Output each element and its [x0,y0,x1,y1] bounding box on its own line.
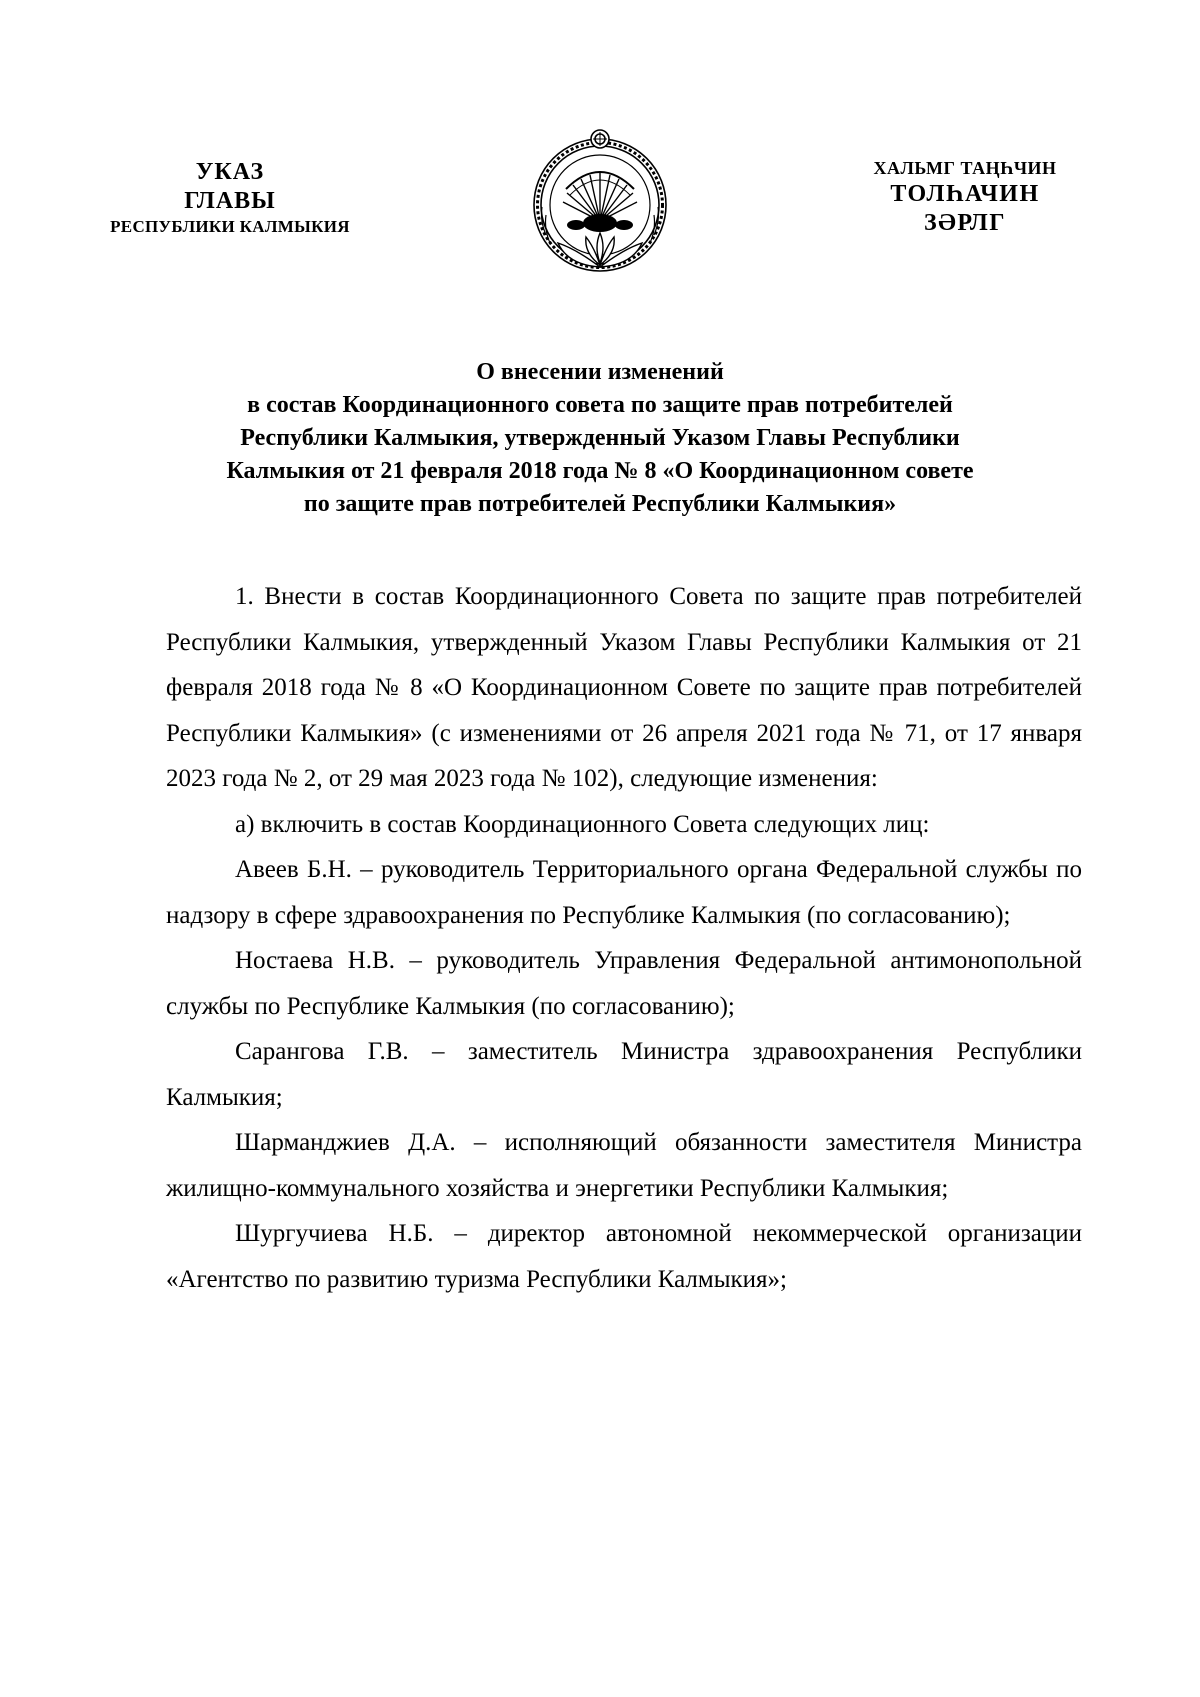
document-title [150,356,1050,521]
header-kalmyk-line1: ХАЛЬМГ ТАҢҺЧИН [873,158,1057,178]
header-decree-word: УКАЗ [195,159,265,185]
member-shurguchieva: Шургучиева Н.Б. – директор автономной некоммерческой организации «Агентство по развитию туризма Республики Калмыкия»; [166,1220,1082,1293]
member-sarangova: Сарангова Г.В. – заместитель Министра здравоохранения Республики Калмыкия; [166,1038,1082,1111]
coat-of-arms-icon [524,125,676,277]
title-line-5: по защите прав потребителей Республики Калмыкия» [303,491,897,517]
header-right-kalmyk [815,158,1115,238]
header-kalmyk-line3: ЗӘРЛГ [923,210,1007,237]
document-body [166,574,1082,1302]
title-line-3: Республики Калмыкия, утвержденный Указом Главы Республики [240,425,960,451]
header-head-word: ГЛАВЫ [184,188,276,215]
title-line-2: в состав Координационного совета по защите прав потребителей [247,392,953,418]
member-sharmandzhiev: Шарманджиев Д.А. – исполняющий обязанности заместителя Министра жилищно-коммунального хозяйства и энергетики Республики Калмыкия; [166,1129,1082,1202]
member-nostaeva: Ностаева Н.В. – руководитель Управления Федеральной антимонопольной службы по Республике Калмыкия (по согласованию); [166,947,1082,1020]
header-kalmyk-line2: ТОЛҺАЧИН [890,180,1040,207]
title-line-4: Калмыкия от 21 февраля 2018 года № 8 «О Координационном совете [226,458,974,484]
member-aveev: Авеев Б.Н. – руководитель Территориального органа Федеральной службы по надзору в сфере здравоохранения по Республике Калмыкия (по согласованию); [166,856,1082,929]
header-left-ru [80,158,380,237]
header-republic: РЕСПУБЛИКИ КАЛМЫКИЯ [110,216,350,236]
paragraph-subitem-a: а) включить в состав Координационного Совета следующих лиц: [235,810,930,838]
paragraph-item-1: 1. Внести в состав Координационного Совета по защите прав потребителей Республики Калмыкия, утвержденный Указом Главы Республики Калмыкия от 21 февраля 2018 года № 8 «О Координационном Совете по защите прав потребителей Республики Калмыкия» (с изменениями от 26 апреля 2021 года № 71, от 17 января 2023 года № 2, от 29 мая 2023 года № 102), следующие изменения: [166,583,1082,792]
title-line-1: О внесении изменений [476,359,724,385]
